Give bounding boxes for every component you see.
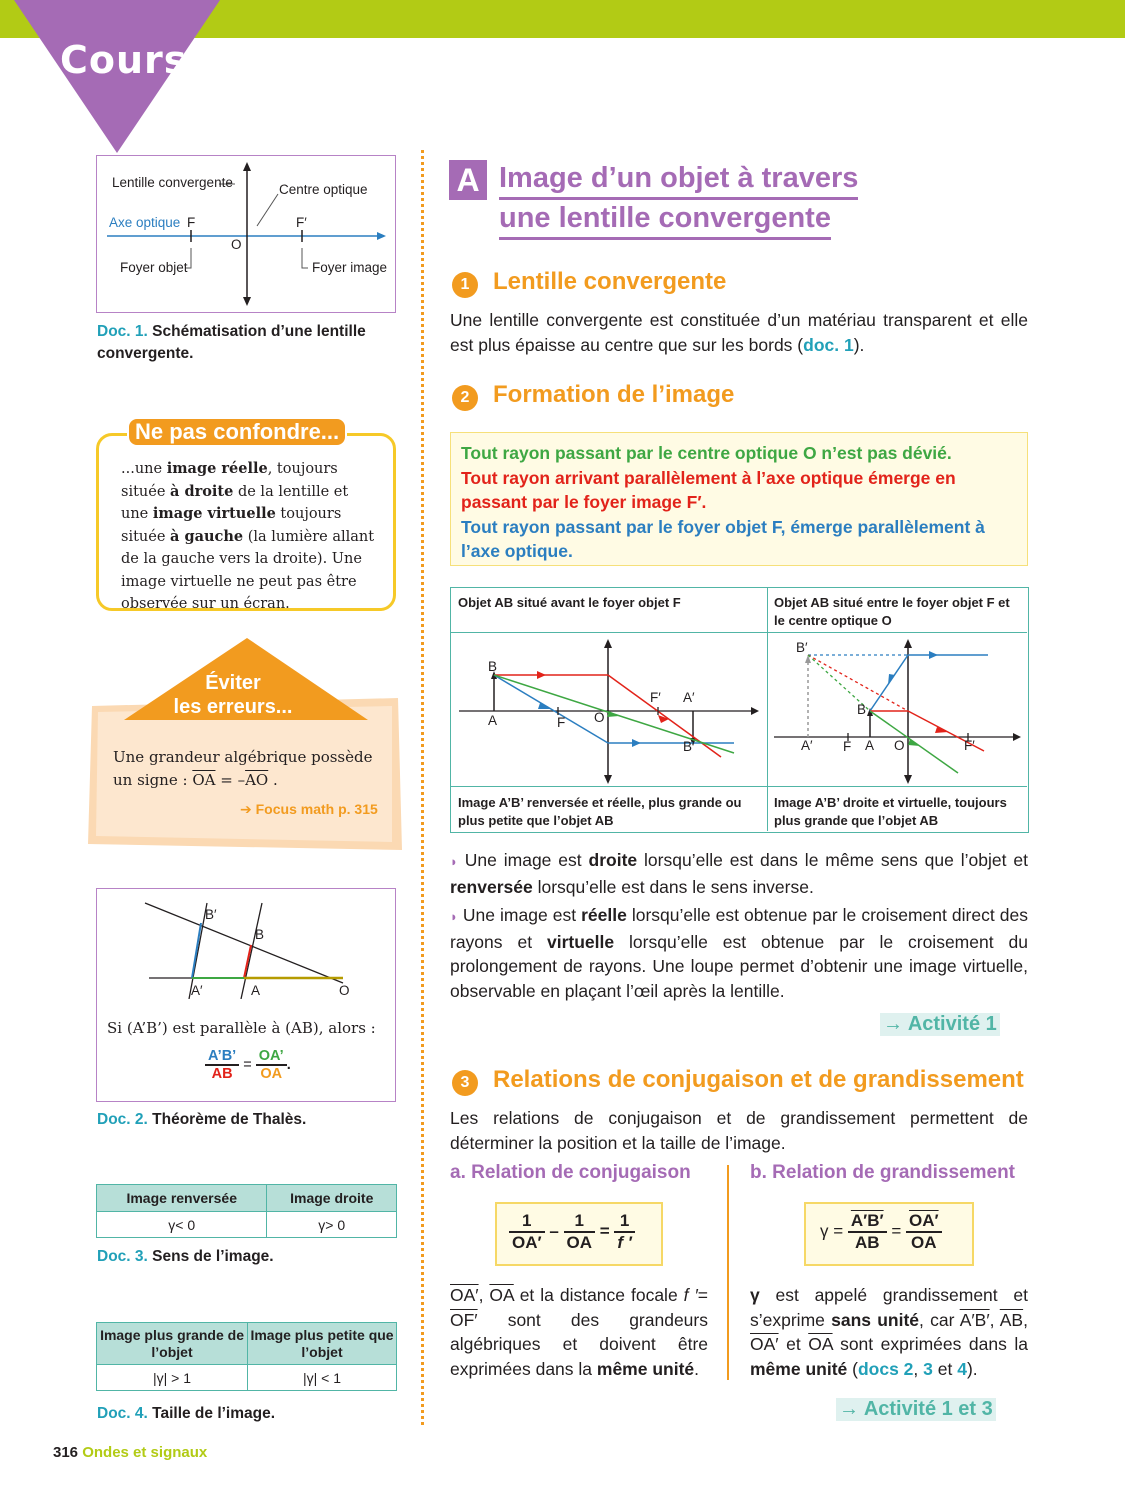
thales-formula: $\frac{A’B’}{AB}$ = $\frac{OA’}{OA}$ .: [205, 1048, 291, 1082]
doc3-caption: Doc. 3. Sens de l’image.: [97, 1248, 274, 1265]
left-f: F: [557, 715, 566, 730]
fp-label: F′: [296, 215, 307, 230]
doc4-header: Image plus grande de l’objet: [97, 1323, 248, 1365]
left-b: B: [488, 659, 498, 674]
section-a-title: Image d’un objet à travers une lentille convergente: [499, 160, 858, 240]
eviter-title: Éviter les erreurs...: [173, 672, 293, 718]
thales-ap: A′: [191, 983, 203, 998]
thales-a: A: [251, 983, 261, 998]
doc3-cell: γ> 0: [267, 1212, 397, 1238]
rules-box: [450, 432, 1028, 566]
thales-bp: B′: [205, 907, 217, 922]
right-fp: F′: [964, 738, 975, 753]
doc4-cell: |γ| < 1: [248, 1365, 397, 1391]
doc1-caption: [97, 321, 397, 365]
conj-formula: $\frac{1}{OA'}$ – $\frac{1}{OA}$ = $\frac{1}{f '}$: [495, 1202, 663, 1266]
para-droite: ◗ Une image est droite lorsqu’elle est dans le même sens que l’objet et renversée lorsqu’elle est dans le sens inverse.: [450, 850, 1028, 897]
arrow-circle-icon: ➔: [240, 801, 252, 817]
activity-1-3-link[interactable]: → Activité 1 et 3: [836, 1398, 996, 1421]
left-fp: F′: [650, 690, 661, 705]
fig-head-left: Objet AB situé avant le foyer objet F: [458, 595, 681, 610]
o-label: O: [231, 237, 242, 252]
right-ray-diagram: [768, 633, 1027, 786]
lens-label: Lentille convergente: [112, 175, 233, 190]
s3-number: 3: [452, 1070, 478, 1096]
left-bp: B′: [683, 739, 695, 754]
left-a: A: [488, 713, 498, 728]
doc3-header: Image droite: [267, 1185, 397, 1212]
center-label: Centre optique: [279, 182, 368, 197]
right-b: B: [857, 702, 867, 717]
grand-text: γ est appelé grandissement et s’exprime sans unité, car A′B′, $\overline{AB}$, OA′ et $\overline{OA}$ sont exprimées dans la même unité (docs 2, 3 et 4).: [750, 1285, 1028, 1379]
doc2-figure: [96, 888, 396, 1102]
left-ray-diagram: [451, 633, 766, 786]
doc3-cell: γ< 0: [97, 1212, 267, 1238]
para-reelle: ◗ Une image est réelle lorsqu’elle est obtenue par le croisement direct des rayons et virtuelle lorsqu’elle est obtenue par le croisement du prolongement de rayons. Une loupe permet d’obtenir une image virtuelle, observable en plaçant l’œil après la lentille.: [450, 905, 1028, 1001]
doc-3-link[interactable]: 3: [923, 1358, 933, 1379]
image-formation-figure: [450, 587, 1029, 833]
doc4-caption: Doc. 4. Taille de l’image.: [97, 1405, 276, 1422]
ne-pas-confondre-box: [96, 419, 396, 612]
s1-title: Lentille convergente: [493, 268, 727, 295]
left-ap: A′: [683, 690, 695, 705]
s2-title: Formation de l’image: [493, 381, 735, 408]
left-o: O: [594, 710, 605, 725]
doc4-table: [96, 1322, 397, 1391]
ne-pas-confondre-text: ...une image réelle, toujours située à droite de la lentille et une image virtuelle toujours située à gauche (la lumière allant de la gauche vers la droite). Une image virtuelle ne peut pas être observée sur un écran.: [121, 460, 375, 612]
doc3-header: Image renversée: [97, 1185, 267, 1212]
ne-pas-confondre-title: Ne pas confondre...: [127, 417, 347, 447]
right-f: F: [843, 739, 852, 754]
s3-text: Les relations de conjugaison et de grandissement permettent de déterminer la position et la taille de l’image.: [450, 1108, 1028, 1153]
fig-head-right: Objet AB situé entre le foyer objet F et le centre optique O: [774, 595, 1010, 628]
conj-title: a. Relation de conjugaison: [450, 1162, 691, 1183]
doc1-link[interactable]: doc. 1: [803, 334, 854, 355]
right-a: A: [865, 738, 875, 753]
doc4-cell: |γ| > 1: [97, 1365, 248, 1391]
column-separator: [421, 150, 424, 1425]
doc-4-link[interactable]: 4: [957, 1358, 967, 1379]
foyer-objet-label: Foyer objet: [120, 260, 188, 275]
thales-b: B: [255, 927, 265, 942]
thales-o: O: [339, 983, 350, 998]
s3-title: Relations de conjugaison et de grandissement: [493, 1066, 1024, 1093]
doc2-caption: Doc. 2. Théorème de Thalès.: [97, 1111, 307, 1128]
rule-green: Tout rayon passant par le centre optique O n’est pas dévié.: [461, 443, 952, 463]
rule-blue: Tout rayon passant par le foyer objet F, émerge parallèlement à l’axe optique.: [461, 516, 985, 561]
fig-foot-right: Image A’B’ droite et virtuelle, toujours plus grande que l’objet AB: [774, 795, 1007, 828]
right-o: O: [894, 738, 905, 753]
s1-number: 1: [452, 272, 478, 298]
section-a-badge: A: [449, 160, 487, 200]
page-number: 316: [53, 1444, 79, 1461]
thales-statement: Si (A’B’) est parallèle à (AB), alors :: [107, 1019, 376, 1037]
s2-number: 2: [452, 385, 478, 411]
right-bp: B′: [796, 640, 808, 655]
grand-formula: γ = $\frac{A'B'}{AB}$ = $\frac{OA'}{OA}$: [804, 1202, 974, 1266]
footer-section: Ondes et signaux: [82, 1444, 208, 1461]
doc1-figure: [96, 155, 396, 313]
conj-text: OA′, $\overline{OA}$ et la distance focale f ′= OF′ sont des grandeurs algébriques et doivent être exprimées dans la même unité.: [450, 1285, 708, 1379]
rule-red: Tout rayon arrivant parallèlement à l’axe optique émerge en passant par le foyer image F′.: [461, 467, 956, 512]
s1-text: Une lentille convergente est constituée d’un matériau transparent et elle est plus épaisse au centre que sur les bords (doc. 1).: [450, 310, 1028, 355]
axis-label: Axe optique: [109, 215, 181, 230]
right-ap: A′: [801, 738, 813, 753]
doc3-table: [96, 1184, 397, 1238]
doc4-header: Image plus petite que l’objet: [248, 1323, 397, 1365]
focus-math-link[interactable]: ➔ Focus math p. 315: [240, 801, 378, 817]
relations-separator: [727, 1165, 729, 1380]
grand-title: b. Relation de grandissement: [750, 1162, 1015, 1183]
doc1-caption-num: Doc. 1.: [97, 323, 148, 340]
page-footer: [53, 1444, 207, 1461]
eviter-text: Une grandeur algébrique possède un signe : $\overline{OA} = -\overline{AO}$ .: [113, 748, 373, 789]
f-label: F: [187, 215, 196, 230]
activity-1-link[interactable]: → Activité 1: [880, 1013, 1000, 1036]
page-header-label: Cours: [60, 38, 188, 82]
foyer-image-label: Foyer image: [312, 260, 388, 275]
fig-foot-left: Image A’B’ renversée et réelle, plus grande ou plus petite que l’objet AB: [458, 795, 742, 828]
doc1-caption-text: Schématisation d’une lentille convergente.: [97, 323, 366, 362]
docs-2-link[interactable]: docs 2: [857, 1358, 914, 1379]
